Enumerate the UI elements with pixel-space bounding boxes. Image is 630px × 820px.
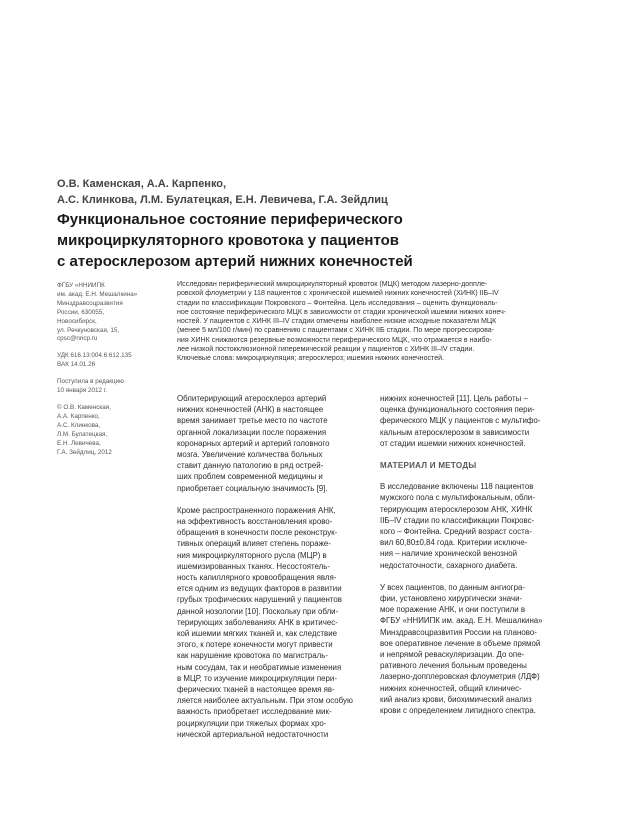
text-line: ность капиллярного кровообращения явля- [177,573,337,583]
text-line: Минздравсоцразвития России на планово- [380,627,537,637]
text-line: вил 60,80±0,84 года. Критерии исключе- [380,538,528,548]
paragraph [177,393,362,494]
text-line: данной нозологии [10]. Поскольку при обли- [177,606,339,616]
text-line: нижних конечностей, общий клиничес- [380,683,522,693]
affiliation-line: ул. Речкуновская, 15, [57,326,120,334]
text-line: этого, к потере конечности могут привести [177,640,333,650]
affiliation-line: ФГБУ «ННИИПК [57,282,105,289]
text-line: мужского пола с мультифокальным, обли- [380,493,535,503]
text-line: фии, установлено хирургически значи- [380,594,523,604]
text-line: ляется наиболее актуальным. При этом особую [177,696,353,706]
text-line: ния – наличие хронической венозной [380,549,518,559]
text-line: тивных операций влияет степень пораже- [177,539,331,549]
affiliation-line: Минздравсоцразвития [57,299,123,307]
text-line: терирующих заболеваниях АНК в критичес- [177,617,338,627]
abstract-line: стадии по классификации Покровского – Фонтейна. Цель исследования – оценить функциональ- [177,298,498,307]
text-line: коронарных артерий и артерий головного [177,438,330,448]
title-line: с атеросклерозом артерий нижних конечностей [57,253,413,270]
copyright-line: © О.В. Каменская, [57,403,111,411]
text-line: на эффективность восстановления крово- [177,517,333,527]
text-line: вое оперативное лечение в объеме прямой [380,638,541,648]
text-line: роциркуляции при тяжелых формах хро- [177,718,327,728]
text-line: В исследование включены 118 пациентов [380,482,534,492]
affiliation [57,282,159,344]
affiliation-email: cpsc@nricp.ru [57,335,98,343]
text-line: от стадии ишемии нижних конечностей. [380,438,526,448]
text-line: Облитерирующий атеросклероз артерий [177,394,327,403]
text-line: обращения в конечности после реконструк- [177,528,338,538]
text-line: кий анализ крови, биохимический анализ [380,694,532,704]
text-line: ставит данную патологию в ряд острей- [177,461,324,471]
body-column-right [380,393,570,727]
affiliation-line: им. акад. Е.Н. Мешалкина» [57,290,138,298]
abstract-line: ностей. У пациентов с ХИНК III–IV стадии отмечены наиболее низкие исходные показатели МЦК [177,317,497,326]
affiliation-line: Новосибирск, [57,317,97,325]
text-line: крови с определением липидного спектра. [380,706,536,716]
text-line: и непрямой реваскуляризации. До опе- [380,650,525,660]
text-line: в МЦР, то изучение микроциркуляции пери- [177,673,337,683]
text-line: время занимает третье место по частоте [177,416,328,426]
text-line: ным сосудам, так и необратимые изменения [177,662,342,672]
abstract-line: ния ХИНК снижаются резервные возможности периферического МЦК, что отражается в наибо- [177,335,492,344]
classification-codes [57,352,159,370]
author-line: А.С. Клинкова, Л.М. Булатецкая, Е.Н. Левичева, Г.А. Зейдлиц [57,194,388,206]
abstract [177,280,577,364]
copyright-line: Л.М. Булатецкая, [57,430,108,438]
text-line: кальным атеросклерозом в зависимости [380,427,530,437]
author-line: О.В. Каменская, А.А. Карпенко, [57,178,227,190]
received-date [57,378,159,396]
article-title [57,209,577,272]
vak-code: ВАК 14.01.26 [57,361,96,369]
text-line: ния микроциркуляторного русла (МЦР) в [177,550,327,560]
text-line: нижних конечностей (АНК) в настоящее [177,405,324,415]
text-line: терирующим атеросклерозом АНК, ХИНК [380,504,533,514]
text-line: недостаточности, сахарного диабета. [380,560,518,570]
text-line: как нарушение кровотока по магистраль- [177,651,329,661]
paragraph [380,481,570,571]
copyright-line: Е.Н. Левичева, [57,439,101,447]
received-line: Поступила в редакцию [57,378,124,386]
text-line: кой ишемии мягких тканей и, как следствие [177,629,338,639]
body-column-left [177,393,362,751]
text-line: ется одним из ведущих факторов в развитии [177,584,342,594]
text-line: Кроме распространенного поражения АНК, [177,505,336,515]
abstract-line: Исследован периферический микроциркуляторный кровоток (МЦК) методом лазерно-доппле- [177,280,488,288]
text-line: ФГБУ «ННИИПК им. акад. Е.Н. Мешалкина» [380,616,543,626]
paragraph [380,582,570,716]
copyright-line: Г.А. Зейдлиц, 2012 [57,448,112,456]
text-line: оценка функционального состояния пери- [380,405,535,415]
text-line: У всех пациентов, по данным ангиогра- [380,582,525,592]
text-line: важность приобретает исследование мик- [177,707,332,717]
text-line: ферических тканей в настоящее время яв- [177,685,335,695]
text-line: нической артериальной недостаточности [177,729,329,739]
text-line: IIБ–IV стадии по классификации Покровс- [380,515,535,525]
text-line: приобретает социальную значимость [9]. [177,483,328,493]
received-line: 10 января 2012 г. [57,387,108,395]
text-line: ишемизированных тканях. Несостоятель- [177,561,331,571]
abstract-line: ное состояние периферического МЦК в зависимости от стадии хронической ишемии нижних конеч- [177,307,507,316]
abstract-line: (менее 5 мл/100 г/мин) по сравнению с пациентами с ХИНК IIБ стадии. По мере прогрессирова- [177,326,495,335]
text-line: ративного лечения больным проведены [380,661,527,671]
section-heading: МАТЕРИАЛ И МЕТОДЫ [380,461,477,471]
article-meta [57,282,159,465]
paragraph [177,505,362,740]
text-line: грубых трофических нарушений у пациентов [177,595,342,605]
text-line: кого – Фонтейна. Средний возраст соста- [380,527,532,537]
abstract-line: лее низкой постокклюзионной гиперемической реакции у пациентов с ХИНК III–IV стадии. [177,345,475,354]
authors [57,176,597,208]
text-line: мое поражение АНК, и они поступили в [380,605,526,615]
copyright [57,404,159,457]
keywords-line: Ключевые слова: микроциркуляция; атеросклероз; ишемия нижних конечностей. [177,354,445,363]
udk-code: УДК 616.13:004.6:612.135 [57,352,132,360]
text-line: нижних конечностей [11]. Цель работы – [380,394,528,403]
text-line: лазерно-допплеровская флоуметрия (ЛДФ) [380,672,540,682]
text-line: мозга. Увеличение количества больных [177,450,323,460]
title-line: Функциональное состояние периферического [57,211,403,228]
affiliation-line: России, 630055, [57,308,105,316]
abstract-line: ровской флоуметрии у 118 пациентов с хронической ишемией нижних конечностей (ХИНК) IIБ–IV [177,289,499,298]
paragraph [380,393,570,449]
text-line: ших проблем современной медицины и [177,472,323,482]
text-line: органной локализации после поражения [177,427,327,437]
copyright-line: А.С. Клинкова, [57,421,101,429]
title-line: микроциркуляторного кровотока у пациентов [57,232,400,249]
text-line: ферического МЦК у пациентов с мультифо- [380,416,541,426]
copyright-line: А.А. Карпенко, [57,412,100,420]
